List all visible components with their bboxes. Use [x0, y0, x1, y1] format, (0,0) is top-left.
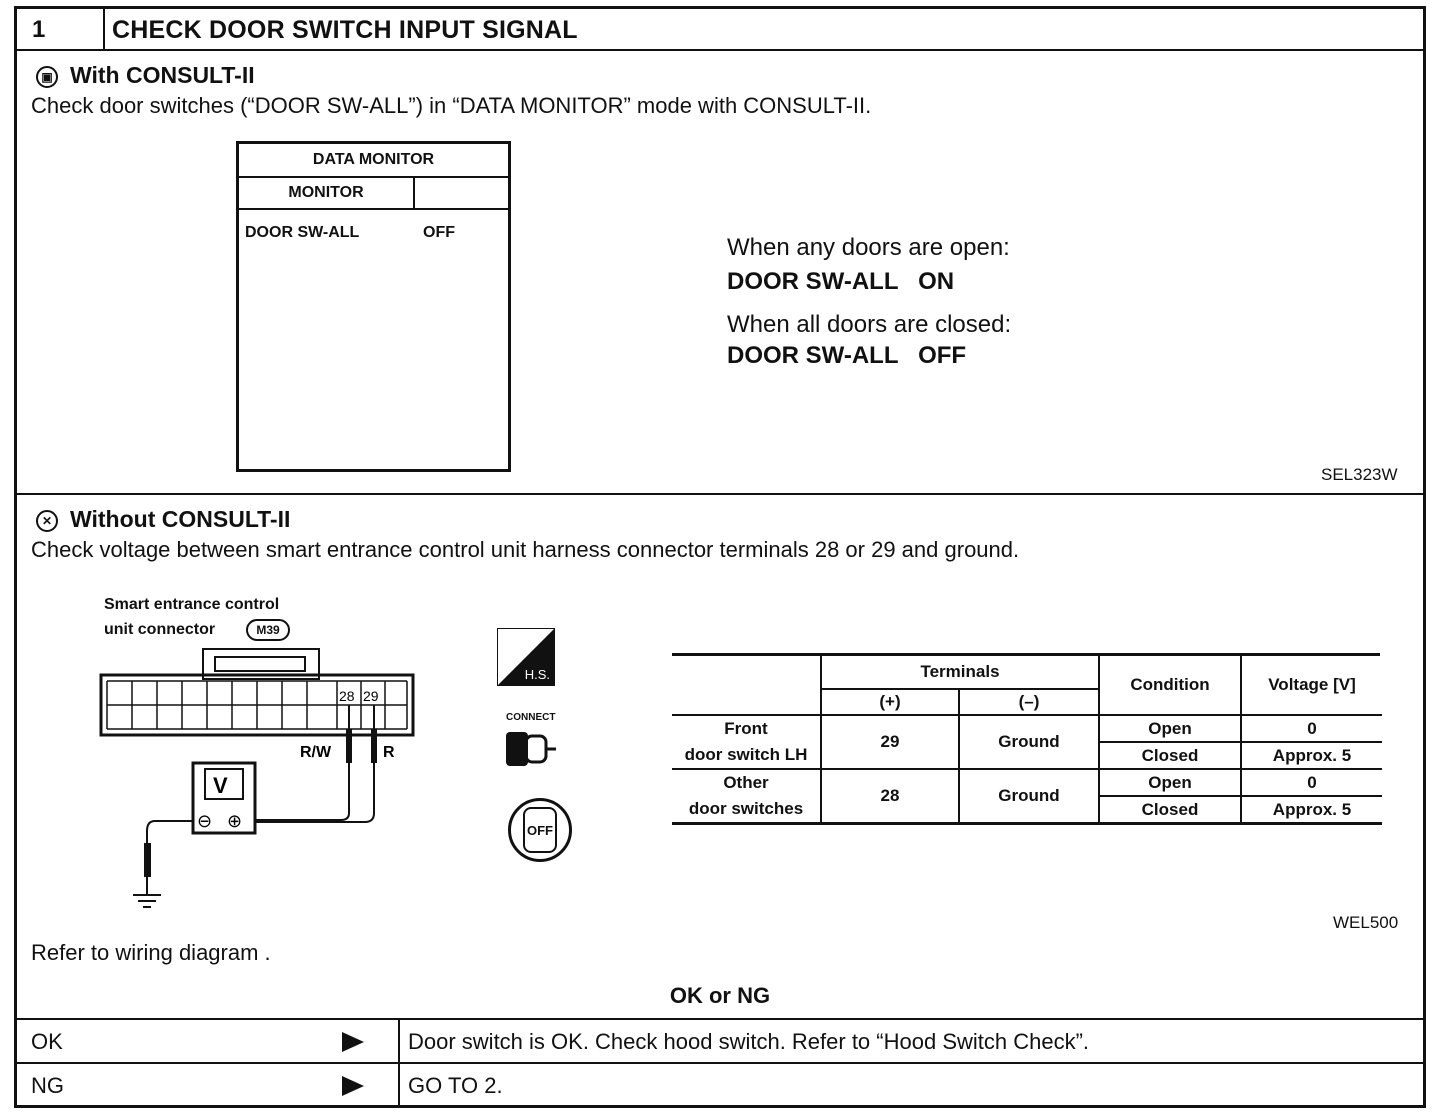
wire-r-label: R — [383, 744, 395, 761]
connect-label: CONNECT — [506, 712, 556, 723]
row2-minus: Ground — [959, 769, 1099, 824]
cond-open-value: DOOR SW-ALL ON — [727, 268, 955, 295]
row1-volt-b: Approx. 5 — [1241, 742, 1382, 769]
row2-cond-a: Open — [1099, 769, 1241, 796]
without-consult-instruction: Check voltage between smart entrance control unit harness connector terminals 28 or 29 and ground. — [31, 537, 1020, 562]
connect-plug-icon — [504, 726, 558, 772]
meter-minus: ⊖ — [197, 811, 213, 832]
ok-arrow-icon — [342, 1032, 364, 1052]
th-plus: (+) — [821, 689, 959, 715]
section-divider — [14, 493, 1426, 495]
figure-code-sel: SEL323W — [1321, 465, 1398, 484]
result-divider-1 — [14, 1018, 1426, 1020]
meter-plus: ⊕ — [227, 811, 243, 832]
row2-volt-a: 0 — [1241, 769, 1382, 796]
connector-label-1: Smart entrance control — [104, 596, 280, 613]
cond-closed-text: When all doors are closed: — [727, 311, 1012, 338]
row1-cond-b: Closed — [1099, 742, 1241, 769]
wire-rw-label: R/W — [300, 744, 332, 761]
row1-name: Front door switch LH — [672, 715, 821, 769]
result-divider-2 — [14, 1062, 1426, 1064]
figure-code-wel: WEL500 — [1333, 913, 1399, 932]
row2-cond-b: Closed — [1099, 796, 1241, 823]
without-consult-title: Without CONSULT-II — [70, 506, 291, 532]
table-corner — [672, 655, 821, 715]
screen-item-value: OFF — [423, 224, 455, 241]
step-number: 1 — [32, 16, 46, 43]
row2-volt-b: Approx. 5 — [1241, 796, 1382, 823]
voltage-table — [672, 655, 1382, 825]
harness-side-icon — [497, 628, 555, 686]
ng-action: GO TO 2. — [408, 1073, 503, 1098]
terminal-28: 28 — [339, 688, 355, 704]
with-consult-title: With CONSULT-II — [70, 62, 255, 88]
ignition-off-label: OFF — [523, 807, 557, 853]
connector-label-2: unit connector — [104, 621, 216, 638]
screen-blank-cell — [415, 176, 508, 210]
ng-label: NG — [31, 1073, 64, 1098]
th-condition: Condition — [1099, 655, 1241, 715]
row1-plus: 29 — [821, 715, 959, 769]
ng-arrow-icon — [342, 1076, 364, 1096]
terminal-29: 29 — [363, 688, 379, 704]
ok-action: Door switch is OK. Check hood switch. Refer to “Hood Switch Check”. — [408, 1029, 1090, 1054]
connector-id-badge: M39 — [246, 619, 290, 641]
hs-label: H.S. — [524, 667, 550, 682]
connect-icon — [504, 726, 558, 772]
th-voltage: Voltage [V] — [1241, 655, 1382, 715]
refer-wiring-text: Refer to wiring diagram . — [31, 940, 271, 965]
row2-plus: 28 — [821, 769, 959, 824]
screen-item-name: DOOR SW-ALL — [245, 224, 360, 241]
cond-closed-value: DOOR SW-ALL OFF — [727, 342, 967, 369]
data-monitor-screen — [236, 141, 511, 472]
screen-title: DATA MONITOR — [239, 144, 508, 178]
consult-icon: ▣ — [36, 66, 58, 88]
th-terminals: Terminals — [821, 655, 1099, 689]
connector-wiring-diagram — [95, 645, 435, 925]
row1-cond-a: Open — [1099, 715, 1241, 742]
header-divider — [14, 49, 1426, 51]
ok-label: OK — [31, 1029, 63, 1054]
screen-column-header: MONITOR — [239, 176, 415, 210]
meter-symbol: V — [213, 773, 228, 798]
with-consult-instruction: Check door switches (“DOOR SW-ALL”) in “DATA MONITOR” mode with CONSULT-II. — [31, 93, 872, 118]
result-col-divider — [398, 1018, 400, 1108]
th-minus: (–) — [959, 689, 1099, 715]
result-title: OK or NG — [669, 983, 771, 1008]
row1-minus: Ground — [959, 715, 1099, 769]
cond-open-text: When any doors are open: — [727, 234, 1010, 261]
step-title: CHECK DOOR SWITCH INPUT SIGNAL — [112, 16, 578, 44]
ignition-off-icon — [508, 798, 572, 862]
no-consult-icon: ✕ — [36, 510, 58, 532]
row1-volt-a: 0 — [1241, 715, 1382, 742]
header-col-divider — [103, 6, 105, 50]
row2-name: Other door switches — [672, 769, 821, 824]
